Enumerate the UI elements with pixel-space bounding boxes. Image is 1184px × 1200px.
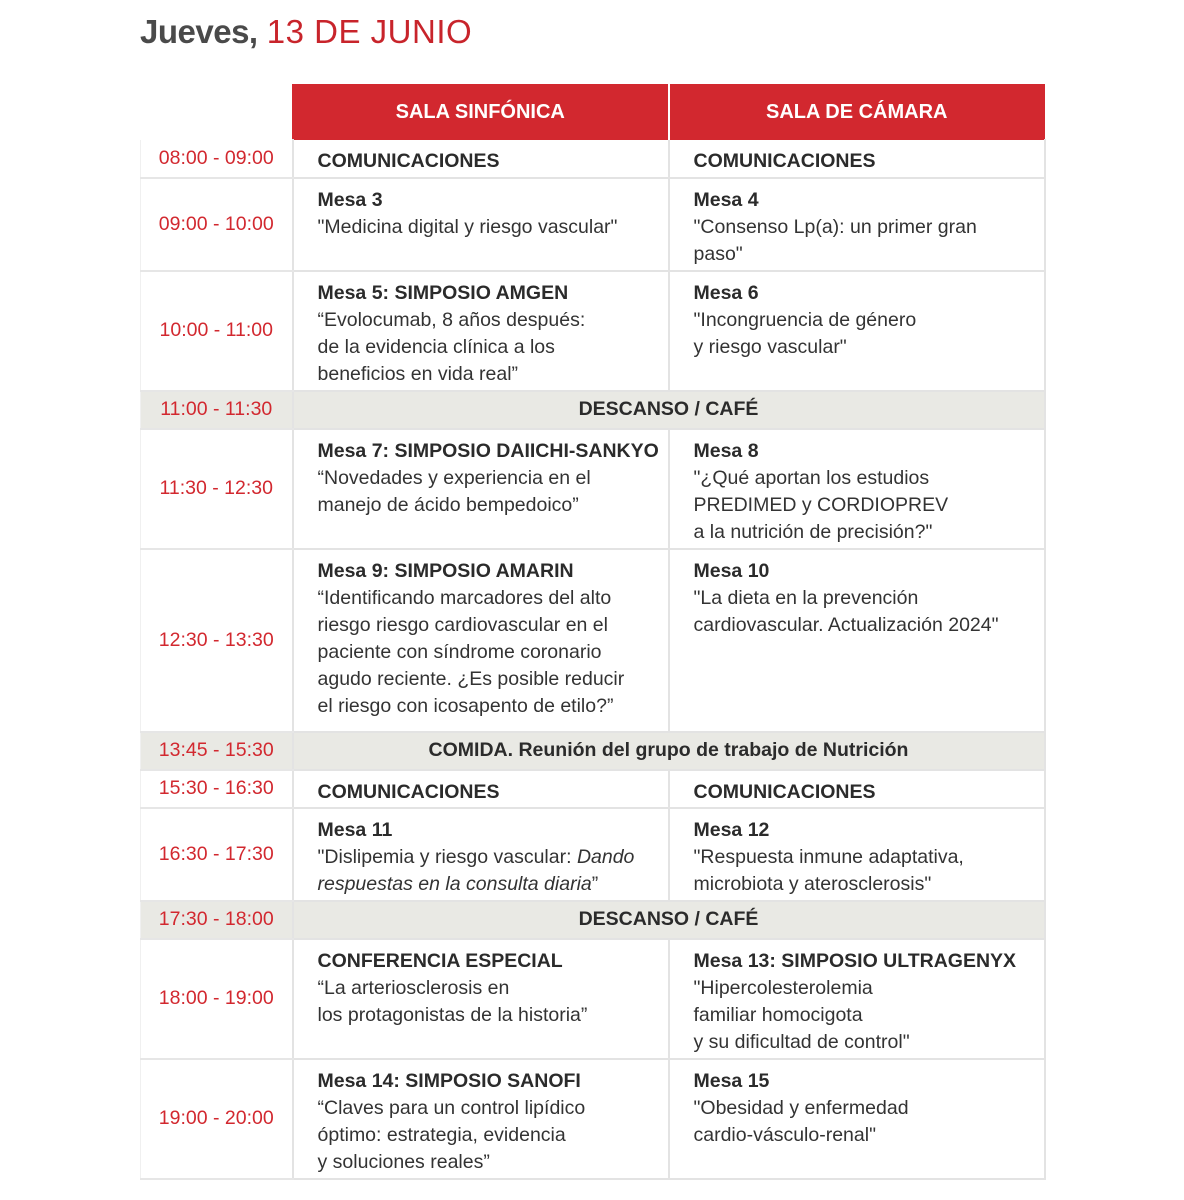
session-row xyxy=(141,178,1045,271)
session-title: Mesa 9: SIMPOSIO AMARIN xyxy=(317,559,574,582)
session-camara xyxy=(669,770,1045,808)
session-row xyxy=(141,1059,1045,1179)
time-slot: 10:00 - 11:00 xyxy=(141,271,293,391)
description-line: cardiovascular. Actualización 2024" xyxy=(693,613,999,636)
description-line: “Claves para un control lipídico xyxy=(317,1096,586,1119)
session-camara xyxy=(669,808,1045,901)
description-line: de la evidencia clínica a los xyxy=(317,335,555,358)
break-row xyxy=(141,391,1045,429)
session-description xyxy=(694,975,1040,1056)
break-row xyxy=(141,732,1045,770)
session-row xyxy=(141,140,1045,178)
schedule-body xyxy=(141,140,1045,1179)
session-sinfonica xyxy=(293,549,669,732)
description-line: a la nutrición de precisión?" xyxy=(693,520,933,543)
time-slot: 19:00 - 20:00 xyxy=(141,1059,293,1179)
session-title: Mesa 12 xyxy=(693,818,770,841)
description-line: "Incongruencia de género xyxy=(693,308,917,331)
time-slot: 16:30 - 17:30 xyxy=(141,808,293,901)
session-camara xyxy=(669,549,1045,732)
session-camara xyxy=(669,140,1045,178)
time-slot: 08:00 - 09:00 xyxy=(141,140,293,178)
session-title: Mesa 7: SIMPOSIO DAIICHI-SANKYO xyxy=(317,439,659,462)
session-description xyxy=(318,975,664,1029)
session-title: Mesa 8 xyxy=(693,439,759,462)
break-label: DESCANSO / CAFÉ xyxy=(293,901,1045,939)
description-line: y soluciones reales” xyxy=(317,1150,490,1173)
session-title: COMUNICACIONES xyxy=(693,780,876,803)
session-title: Mesa 5: SIMPOSIO AMGEN xyxy=(317,281,569,304)
session-title: Mesa 14: SIMPOSIO SANOFI xyxy=(317,1069,581,1092)
session-row xyxy=(141,271,1045,391)
description-line: los protagonistas de la historia” xyxy=(317,1003,588,1026)
description-line: y riesgo vascular" xyxy=(693,335,847,358)
session-description xyxy=(318,214,664,241)
session-camara xyxy=(669,178,1045,271)
session-title: Mesa 11 xyxy=(317,818,393,841)
description-line: beneficios en vida real” xyxy=(317,362,519,385)
session-sinfonica xyxy=(293,1059,669,1179)
description-line: el riesgo con icosapento de etilo?” xyxy=(317,694,614,717)
description-line: "Dislipemia y riesgo vascular: xyxy=(317,845,577,868)
time-column-header xyxy=(141,85,293,140)
time-slot: 18:00 - 19:00 xyxy=(141,939,293,1059)
description-line: "La dieta en la prevención xyxy=(693,586,919,609)
session-title: COMUNICACIONES xyxy=(317,150,500,172)
session-description xyxy=(694,214,1040,268)
description-line: cardio-vásculo-renal" xyxy=(693,1123,876,1146)
session-description xyxy=(694,465,1040,546)
break-row xyxy=(141,901,1045,939)
session-sinfonica xyxy=(293,271,669,391)
page-title xyxy=(140,10,472,54)
session-title: Mesa 6 xyxy=(693,281,759,304)
session-row xyxy=(141,939,1045,1059)
session-description xyxy=(694,844,1040,898)
time-slot: 11:30 - 12:30 xyxy=(141,429,293,549)
description-line: paciente con síndrome coronario xyxy=(317,640,602,663)
session-row xyxy=(141,549,1045,732)
description-line: "Medicina digital y riesgo vascular" xyxy=(317,215,618,238)
time-slot: 15:30 - 16:30 xyxy=(141,770,293,808)
time-slot: 11:00 - 11:30 xyxy=(141,391,293,429)
description-line: "Hipercolesterolemia xyxy=(693,976,873,999)
description-line: "Obesidad y enfermedad xyxy=(693,1096,909,1119)
session-description xyxy=(318,1095,664,1176)
description-line: "Respuesta inmune adaptativa, xyxy=(693,845,964,868)
session-sinfonica xyxy=(293,429,669,549)
session-title: Mesa 4 xyxy=(693,188,759,211)
session-description xyxy=(694,307,1040,361)
title-date: 13 DE JUNIO xyxy=(266,13,473,50)
session-description xyxy=(694,585,1040,639)
session-title: Mesa 15 xyxy=(693,1069,770,1092)
session-title: COMUNICACIONES xyxy=(693,150,876,172)
session-camara xyxy=(669,271,1045,391)
description-line: "Consenso Lp(a): un primer gran xyxy=(693,215,977,238)
session-camara xyxy=(669,1059,1045,1179)
description-line: “Evolocumab, 8 años después: xyxy=(317,308,586,331)
time-slot: 12:30 - 13:30 xyxy=(141,549,293,732)
header-row xyxy=(141,85,1045,140)
description-line: riesgo riesgo cardiovascular en el xyxy=(317,613,608,636)
session-description xyxy=(694,1095,1040,1149)
session-description xyxy=(318,465,664,519)
session-sinfonica xyxy=(293,178,669,271)
session-sinfonica xyxy=(293,140,669,178)
session-description xyxy=(318,585,664,720)
session-title: Mesa 13: SIMPOSIO ULTRAGENYX xyxy=(693,949,1017,972)
session-description xyxy=(318,844,664,898)
break-label: DESCANSO / CAFÉ xyxy=(293,391,1045,429)
session-camara xyxy=(669,939,1045,1059)
session-title: Mesa 3 xyxy=(317,188,383,211)
description-line: familiar homocigota xyxy=(693,1003,863,1026)
schedule-table xyxy=(140,84,1046,1180)
description-line: PREDIMED y CORDIOPREV xyxy=(693,493,949,516)
description-line: ” xyxy=(591,872,599,895)
break-label: COMIDA. Reunión del grupo de trabajo de Nutrición xyxy=(293,732,1045,770)
session-sinfonica xyxy=(293,939,669,1059)
session-camara xyxy=(669,429,1045,549)
session-sinfonica xyxy=(293,770,669,808)
session-title: COMUNICACIONES xyxy=(317,780,500,803)
session-description xyxy=(318,307,664,388)
time-slot: 09:00 - 10:00 xyxy=(141,178,293,271)
description-line: manejo de ácido bempedoico” xyxy=(317,493,579,516)
session-row xyxy=(141,429,1045,549)
time-slot: 17:30 - 18:00 xyxy=(141,901,293,939)
description-line: agudo reciente. ¿Es posible reducir xyxy=(317,667,625,690)
session-row xyxy=(141,770,1045,808)
description-line: “Identificando marcadores del alto xyxy=(317,586,612,609)
description-line: “Novedades y experiencia en el xyxy=(317,466,591,489)
session-row xyxy=(141,808,1045,901)
description-line: y su dificultad de control" xyxy=(693,1030,910,1053)
description-line: paso" xyxy=(693,242,743,265)
title-day: Jueves, xyxy=(140,13,258,50)
description-line: óptimo: estrategia, evidencia xyxy=(317,1123,566,1146)
session-sinfonica xyxy=(293,808,669,901)
description-line: "¿Qué aportan los estudios xyxy=(693,466,930,489)
description-line: microbiota y aterosclerosis" xyxy=(693,872,932,895)
description-italic: respuestas en la consulta diaria xyxy=(317,872,592,895)
room-header-camara: SALA DE CÁMARA xyxy=(669,85,1045,140)
description-line: “La arteriosclerosis en xyxy=(317,976,510,999)
session-title: CONFERENCIA ESPECIAL xyxy=(317,949,563,972)
description-italic: Dando xyxy=(576,845,635,868)
session-title: Mesa 10 xyxy=(693,559,770,582)
time-slot: 13:45 - 15:30 xyxy=(141,732,293,770)
room-header-sinfonica: SALA SINFÓNICA xyxy=(293,85,669,140)
